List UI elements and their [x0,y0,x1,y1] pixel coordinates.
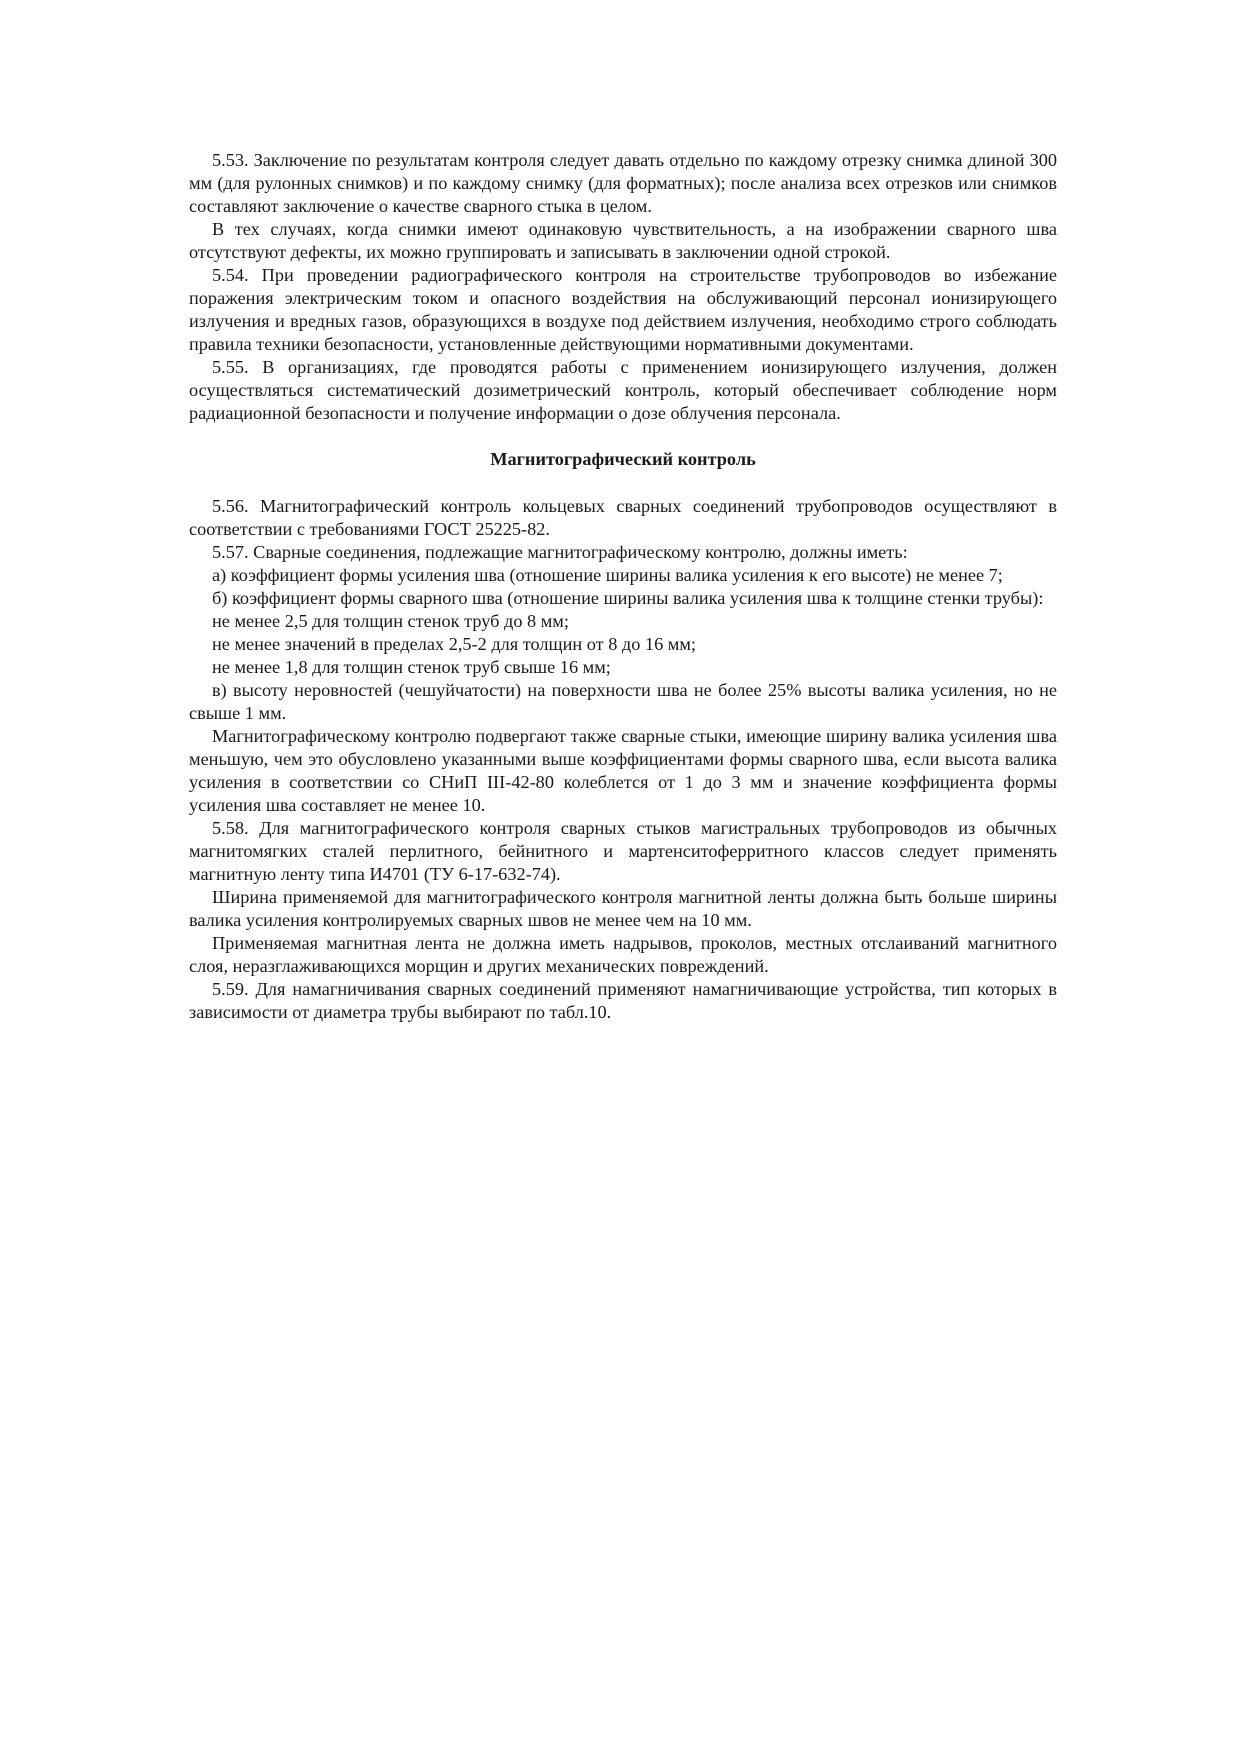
spacer [189,471,1057,495]
list-item-v: в) высоту неровностей (чешуйчатости) на поверхности шва не более 25% высоты валика усиления, но не свыше 1 мм. [189,680,1057,723]
paragraph-5-53-continued: В тех случаях, когда снимки имеют одинаковую чувствительность, а на изображении сварного шва отсутствуют дефекты, их можно группировать и записывать в заключении одной строкой. [189,219,1057,262]
section-heading: Магнитографический контроль [490,449,756,469]
paragraph-5-58-width: Ширина применяемой для магнитографического контроля магнитной ленты должна быть больше ширины валика усиления контролируемых сварных швов не менее чем на 10 мм. [189,887,1057,930]
paragraph-5-55: 5.55. В организациях, где проводятся работы с применением ионизирующего излучения, должен осуществляться систематический дозиметрический контроль, который обеспечивает соблюдение норм радиационной безопасности и получение информации о дозе облучения персонала. [189,357,1057,423]
list-subitem: не менее 2,5 для толщин стенок труб до 8 мм; [212,611,569,631]
paragraph-5-57-note: Магнитографическому контролю подвергают также сварные стыки, имеющие ширину валика усиления шва меньшую, чем это обусловлено указанными выше коэффициентами формы сварного шва, если высота валика усиления в соответствии со СНиП III-42-80 колеблется от 1 до 3 мм и значение коэффициента формы усиления шва составляет не менее 10. [189,726,1057,815]
paragraph-5-58: 5.58. Для магнитографического контроля сварных стыков магистральных трубопроводов из обычных магнитомягких сталей перлитного, бейнитного и мартенситоферритного классов следует применять магнитную ленту типа И4701 (ТУ 6-17-632-74). [189,818,1057,884]
paragraph-5-56: 5.56. Магнитографический контроль кольцевых сварных соединений трубопроводов осуществляют в соответствии с требованиями ГОСТ 25225-82. [189,496,1057,539]
paragraph-5-57: 5.57. Сварные соединения, подлежащие магнитографическому контролю, должны иметь: [212,542,908,562]
list-subitem: не менее значений в пределах 2,5-2 для толщин от 8 до 16 мм; [212,634,696,654]
list-item-b: б) коэффициент формы сварного шва (отношение ширины валика усиления шва к толщине стенки трубы): [212,588,1044,608]
paragraph-5-58-defects: Применяемая магнитная лента не должна иметь надрывов, проколов, местных отслаиваний магнитного слоя, неразглаживающихся морщин и других механических повреждений. [189,933,1057,976]
document-page [189,149,1057,1024]
list-subitem: не менее 1,8 для толщин стенок труб свыше 16 мм; [212,657,611,677]
paragraph-5-59: 5.59. Для намагничивания сварных соединений применяют намагничивающие устройства, тип которых в зависимости от диаметра трубы выбирают по табл.10. [189,979,1057,1022]
list-item-a: а) коэффициент формы усиления шва (отношение ширины валика усиления к его высоте) не менее 7; [212,565,1003,585]
paragraph-5-54: 5.54. При проведении радиографического контроля на строительстве трубопроводов во избежание поражения электрическим током и опасного воздействия на обслуживающий персонал ионизирующего излучения и вредных газов, образующихся в воздухе под действием излучения, необходимо строго соблюдать правила техники безопасности, установленные действующими нормативными документами. [189,265,1057,354]
spacer [189,425,1057,448]
paragraph-5-53: 5.53. Заключение по результатам контроля следует давать отдельно по каждому отрезку снимка длиной 300 мм (для рулонных снимков) и по каждому снимку (для форматных); после анализа всех отрезков или снимков составляют заключение о качестве сварного стыка в целом. [189,150,1057,216]
